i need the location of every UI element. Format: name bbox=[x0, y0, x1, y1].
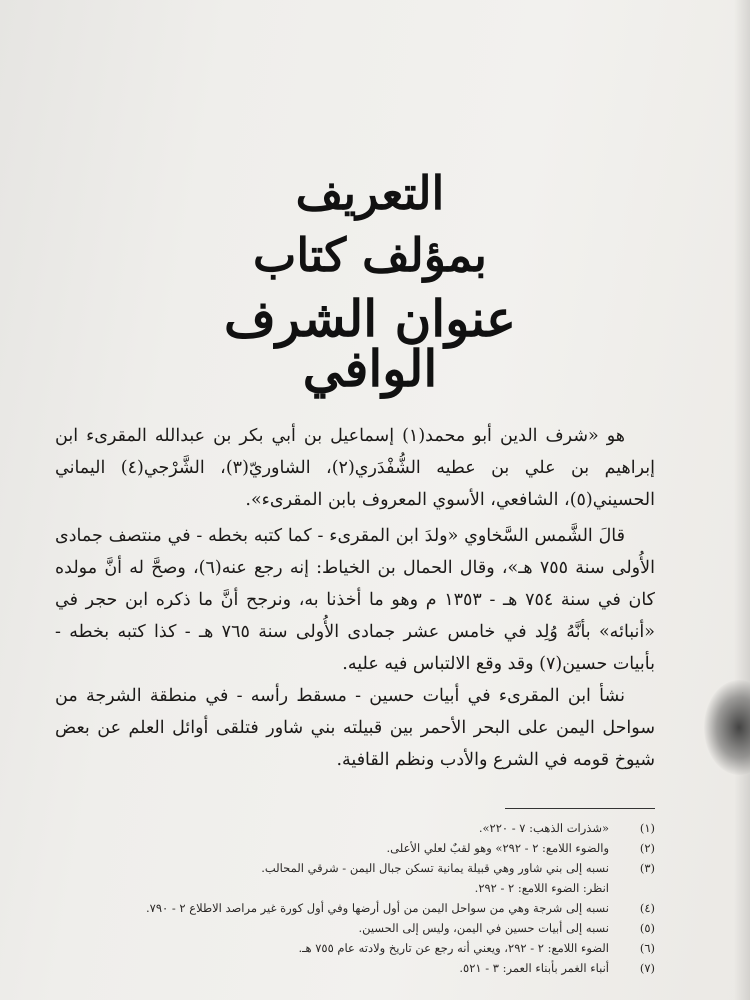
footnote-7 bbox=[55, 958, 655, 978]
footnote-number: (١) bbox=[639, 821, 655, 835]
footnote-number: (٣) bbox=[639, 861, 655, 875]
footnote-5 bbox=[55, 918, 655, 938]
paragraph-text: هو «شرف الدين أبو محمد(١) إسماعيل بن أبي بكر بن عبدالله المقرىء ابن إبراهيم بن علي بن عطيه الشُّفْدَري(٢)، الشاوريّ(٣)، الشَّرْجي(٤) اليماني الحسيني(٥)، الشافعي، الأسوي المعروف بابن المقرىء». bbox=[55, 426, 655, 510]
title-line-1: التعريف bbox=[295, 166, 445, 220]
footnote-text: نسبه إلى شرجة وهي من سواحل اليمن من أول أرضها وفي أول كورة غير مراصد الاطلاع ٢ - ٧٩٠. bbox=[145, 901, 609, 915]
footnote-4 bbox=[55, 898, 655, 918]
paragraph-3 bbox=[55, 680, 655, 776]
footnote-number: (٤) bbox=[639, 901, 655, 915]
paragraph-text: نشأ ابن المقرىء في أبيات حسين - مسقط رأسه - في منطقة الشرجة من سواحل اليمن على البحر الأحمر بين قبيلته بني شاور فتلقى أوائل العلم عن بعض شيوخ قومه في الشرع والأدب ونظم القافية. bbox=[55, 686, 655, 770]
paragraph-1 bbox=[55, 420, 655, 516]
paragraph-text: قالَ الشَّمس السَّخاوي «ولدَ ابن المقرىء - كما كتبه بخطه - في منتصف جمادى الأُولى سنة ٧٥٥ هـ»، وقال الحمال بن الخياط: إنه رجع عنه(٦)، وصحَّ له أنَّ مولده كان في سنة ٧٥٤ هـ - ١٣٥٣ م وهو ما أخذنا به، ونرجح أنَّ ما ذكره ابن حجر في «أنبائه» بأنَّهُ وُلِد في خامس عشر جمادى الأُولى سنة ٧٦٥ هـ - كذا كتبه بخطه - بأبيات حسين(٧) وقد وقع الالتباس فيه عليه. bbox=[55, 526, 655, 674]
footnote-text: نسبه إلى بني شاور وهي قبيلة يمانية تسكن جبال اليمن - شرقي المحالب. bbox=[261, 861, 609, 875]
footnote-separator bbox=[505, 808, 655, 809]
finger-shadow bbox=[704, 680, 750, 775]
footnote-text: نسبه إلى أبيات حسين في اليمن، وليس إلى الحسين. bbox=[358, 921, 609, 935]
footnote-number: (٥) bbox=[639, 921, 655, 935]
title-line-2: بمؤلف كتاب bbox=[253, 228, 487, 282]
footnote-number: (٧) bbox=[639, 961, 655, 975]
footnote-1 bbox=[55, 818, 655, 838]
footnotes bbox=[55, 818, 655, 978]
footnote-2 bbox=[55, 838, 655, 858]
footnote-text: أنباء الغمر بأبناء العمر: ٣ - ٥٢١. bbox=[459, 961, 609, 975]
footnote-text: «شذرات الذهب: ٧ - ٢٢٠». bbox=[478, 821, 609, 835]
paragraph-2 bbox=[55, 520, 655, 680]
title-line-3: عنوان الشرف الوافي bbox=[224, 289, 516, 398]
footnote-3-continuation: انظر: الضوء اللامع: ٢ - ٢٩٢. bbox=[474, 881, 609, 895]
chapter-title bbox=[150, 166, 590, 398]
footnote-text: الضوء اللامع: ٢ - ٢٩٢، ويعني أنه رجع عن تاريخ ولادته عام ٧٥٥ هـ. bbox=[298, 941, 609, 955]
footnote-text: والضوء اللامع: ٢ - ٢٩٢» وهو لقبٌ لعلي الأعلى. bbox=[386, 841, 609, 855]
footnote-6 bbox=[55, 938, 655, 958]
footnote-3 bbox=[55, 858, 655, 878]
footnote-number: (٢) bbox=[639, 841, 655, 855]
page-edge-shadow bbox=[734, 0, 750, 1000]
footnote-number: (٦) bbox=[639, 941, 655, 955]
